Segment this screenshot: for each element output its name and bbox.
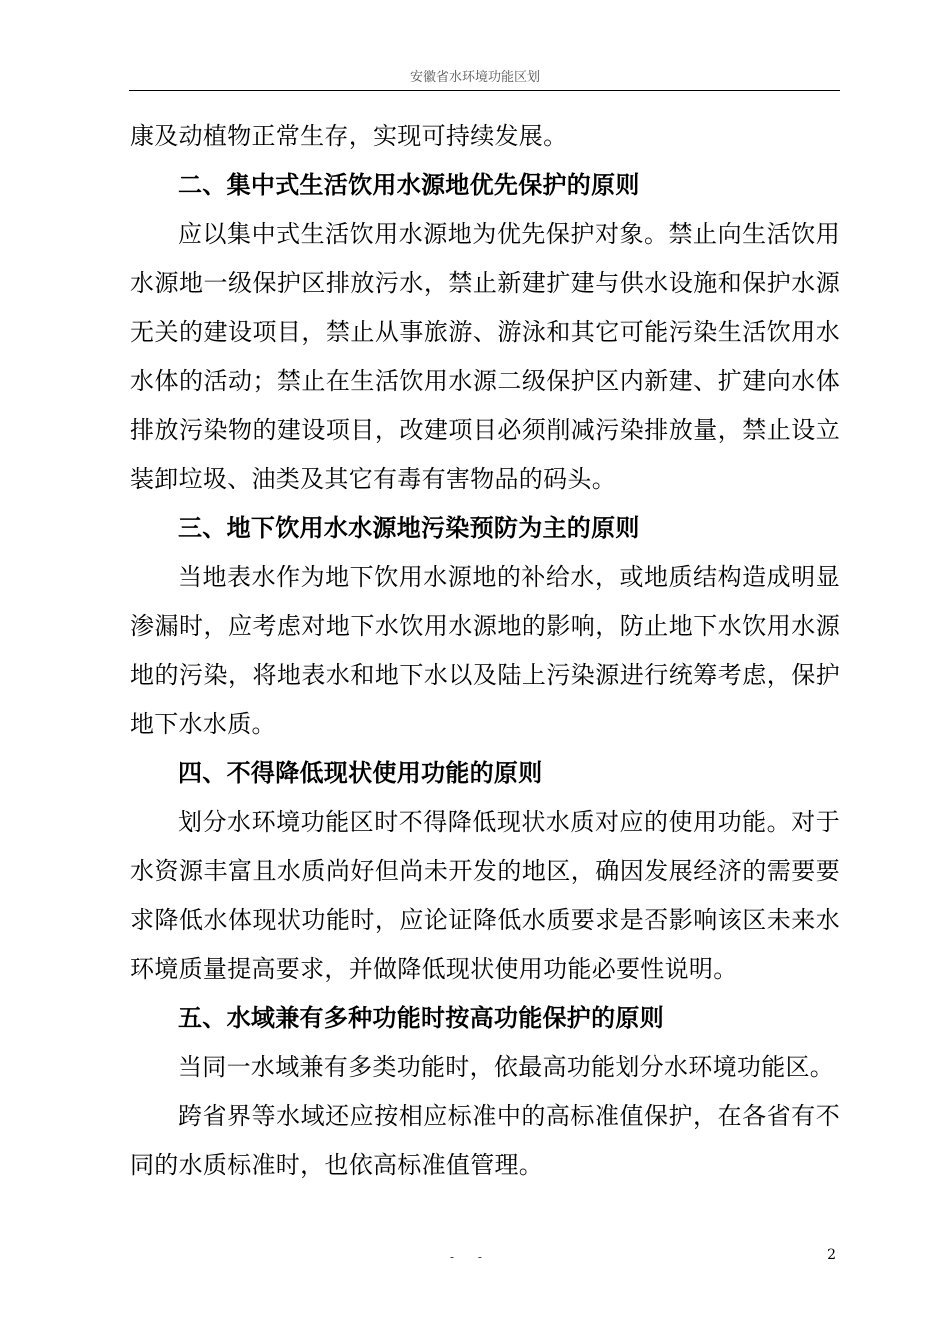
footer-dashes: - -	[450, 1250, 492, 1264]
header-divider	[129, 90, 840, 91]
section-heading-3: 三、地下饮用水水源地污染预防为主的原则	[178, 514, 640, 542]
section-heading-2: 二、集中式生活饮用水源地优先保护的原则	[178, 171, 640, 199]
paragraph-section-5a: 当同一水域兼有多类功能时，依最高功能划分水环境功能区。	[178, 1053, 835, 1081]
paragraph-continuation: 康及动植物正常生存，实现可持续发展。	[130, 122, 568, 150]
section-heading-4: 四、不得降低现状使用功能的原则	[178, 759, 543, 787]
document-body	[130, 112, 840, 1190]
page-number: 2	[827, 1247, 836, 1263]
running-header-title: 安徽省水环境功能区划	[409, 70, 540, 85]
paragraph-section-4: 划分水环境功能区时不得降低现状水质对应的使用功能。对于水资源丰富且水质尚好但尚未开发的地区，确因发展经济的需要要求降低水体现状功能时，应论证降低水质要求是否影响该区未来水环境质量提高要求，并做降低现状使用功能必要性说明。	[130, 808, 840, 983]
paragraph-section-5b: 跨省界等水域还应按相应标准中的高标准值保护，在各省有不同的水质标准时，也依高标准值管理。	[130, 1102, 840, 1179]
section-heading-5: 五、水域兼有多种功能时按高功能保护的原则	[178, 1004, 664, 1032]
paragraph-section-3: 当地表水作为地下饮用水源地的补给水，或地质结构造成明显渗漏时，应考虑对地下水饮用水源地的影响，防止地下水饮用水源地的污染，将地表水和地下水以及陆上污染源进行统筹考虑，保护地下水水质。	[130, 563, 840, 738]
paragraph-section-2: 应以集中式生活饮用水源地为优先保护对象。禁止向生活饮用水源地一级保护区排放污水，禁止新建扩建与供水设施和保护水源无关的建设项目，禁止从事旅游、游泳和其它可能污染生活饮用水水体的活动；禁止在生活饮用水源二级保护区内新建、扩建向水体排放污染物的建设项目，改建项目必须削减污染排放量，禁止设立装卸垃圾、油类及其它有毒有害物品的码头。	[130, 220, 840, 493]
